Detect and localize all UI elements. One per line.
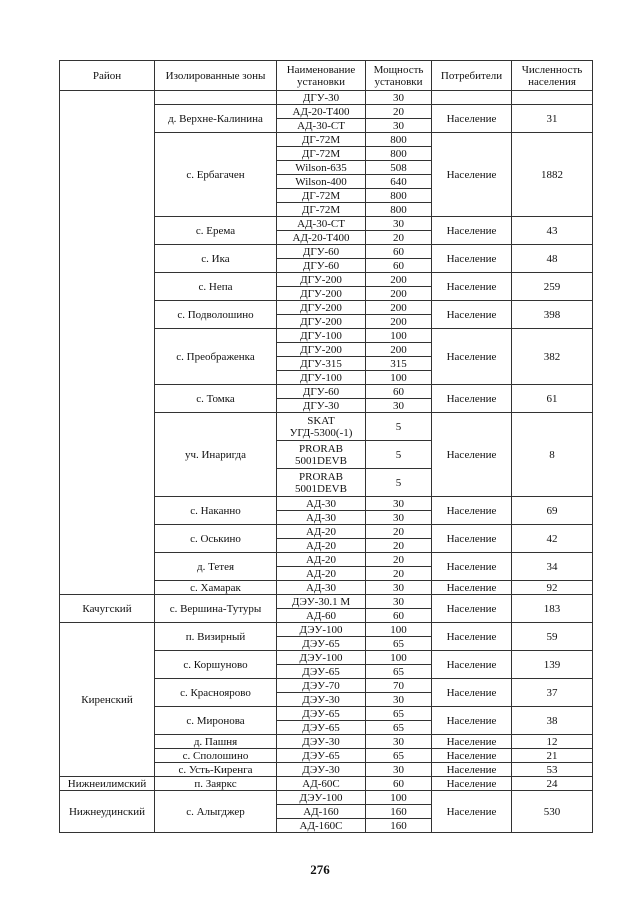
header-zone: Изолированные зоны <box>155 61 277 91</box>
unit-name-cell: ДГ-72М <box>277 133 366 147</box>
unit-name-cell: Wilson-635 <box>277 161 366 175</box>
unit-power-cell: 800 <box>366 189 432 203</box>
table-row <box>60 595 593 609</box>
unit-name-cell: PRORAB 5001DEVB <box>277 441 366 469</box>
unit-power-cell: 30 <box>366 399 432 413</box>
district-cell: Киренский <box>60 623 155 777</box>
unit-name-cell: ДГУ-100 <box>277 371 366 385</box>
header-consumers: Потребители <box>432 61 512 91</box>
unit-power-cell: 100 <box>366 651 432 665</box>
zone-cell: д. Верхне-Калинина <box>155 105 277 133</box>
unit-power-cell: 160 <box>366 805 432 819</box>
consumers-cell: Население <box>432 329 512 385</box>
unit-name-cell: АД-30-СТ <box>277 119 366 133</box>
zone-cell <box>155 91 277 105</box>
unit-name-cell: АД-160 <box>277 805 366 819</box>
unit-power-cell: 30 <box>366 735 432 749</box>
unit-power-cell: 20 <box>366 539 432 553</box>
unit-name-cell: АД-30 <box>277 581 366 595</box>
unit-name-cell: ДГУ-315 <box>277 357 366 371</box>
population-cell: 53 <box>512 763 593 777</box>
table-body <box>60 91 593 833</box>
population-cell: 31 <box>512 105 593 133</box>
unit-name-cell: АД-160С <box>277 819 366 833</box>
unit-power-cell: 5 <box>366 413 432 441</box>
population-cell: 398 <box>512 301 593 329</box>
consumers-cell: Население <box>432 245 512 273</box>
unit-name-cell: ДЭУ-65 <box>277 637 366 651</box>
unit-name-cell: ДГУ-60 <box>277 385 366 399</box>
unit-power-cell: 60 <box>366 245 432 259</box>
unit-name-cell: АД-20 <box>277 539 366 553</box>
consumers-cell: Население <box>432 525 512 553</box>
zone-cell: с. Миронова <box>155 707 277 735</box>
consumers-cell: Население <box>432 595 512 623</box>
consumers-cell <box>432 91 512 105</box>
unit-power-cell: 20 <box>366 567 432 581</box>
consumers-cell: Население <box>432 581 512 595</box>
unit-power-cell: 800 <box>366 133 432 147</box>
unit-power-cell: 30 <box>366 595 432 609</box>
unit-power-cell: 100 <box>366 371 432 385</box>
unit-power-cell: 60 <box>366 259 432 273</box>
population-cell: 42 <box>512 525 593 553</box>
header-unit-power: Мощность установки <box>366 61 432 91</box>
population-cell: 69 <box>512 497 593 525</box>
district-cell: Качугский <box>60 595 155 623</box>
consumers-cell: Население <box>432 105 512 133</box>
unit-name-cell: ДЭУ-65 <box>277 665 366 679</box>
unit-name-cell: ДГУ-100 <box>277 329 366 343</box>
population-cell: 48 <box>512 245 593 273</box>
unit-name-cell: PRORAB 5001DEVB <box>277 469 366 497</box>
unit-name-cell: ДЭУ-65 <box>277 707 366 721</box>
population-cell: 139 <box>512 651 593 679</box>
unit-power-cell: 20 <box>366 553 432 567</box>
unit-power-cell: 60 <box>366 777 432 791</box>
consumers-cell: Население <box>432 679 512 707</box>
unit-power-cell: 5 <box>366 441 432 469</box>
unit-name-cell: АД-30 <box>277 511 366 525</box>
unit-name-cell: ДЭУ-100 <box>277 623 366 637</box>
unit-power-cell: 200 <box>366 315 432 329</box>
unit-name-cell: ДЭУ-65 <box>277 749 366 763</box>
zone-cell: с. Ика <box>155 245 277 273</box>
population-cell: 530 <box>512 791 593 833</box>
unit-power-cell: 70 <box>366 679 432 693</box>
zone-cell: с. Непа <box>155 273 277 301</box>
population-cell: 24 <box>512 777 593 791</box>
unit-name-cell: ДЭУ-30.1 М <box>277 595 366 609</box>
population-cell: 259 <box>512 273 593 301</box>
unit-power-cell: 800 <box>366 147 432 161</box>
zone-cell: с. Алыгджер <box>155 791 277 833</box>
population-cell: 382 <box>512 329 593 385</box>
unit-power-cell: 20 <box>366 231 432 245</box>
unit-power-cell: 20 <box>366 105 432 119</box>
consumers-cell: Население <box>432 497 512 525</box>
unit-name-cell: АД-30 <box>277 497 366 511</box>
unit-power-cell: 800 <box>366 203 432 217</box>
unit-name-cell: ДЭУ-70 <box>277 679 366 693</box>
unit-power-cell: 65 <box>366 707 432 721</box>
consumers-cell: Население <box>432 791 512 833</box>
district-cell <box>60 91 155 595</box>
unit-name-cell: АД-20 <box>277 525 366 539</box>
population-cell: 38 <box>512 707 593 735</box>
consumers-cell: Население <box>432 749 512 763</box>
population-cell: 61 <box>512 385 593 413</box>
unit-name-cell: АД-20-Т400 <box>277 105 366 119</box>
population-cell: 34 <box>512 553 593 581</box>
unit-power-cell: 160 <box>366 819 432 833</box>
unit-power-cell: 508 <box>366 161 432 175</box>
consumers-cell: Население <box>432 413 512 497</box>
zone-cell: с. Преображенка <box>155 329 277 385</box>
zone-cell: с. Хамарак <box>155 581 277 595</box>
consumers-cell: Население <box>432 133 512 217</box>
unit-power-cell: 315 <box>366 357 432 371</box>
unit-name-cell: Wilson-400 <box>277 175 366 189</box>
unit-power-cell: 65 <box>366 665 432 679</box>
unit-name-cell: ДЭУ-30 <box>277 693 366 707</box>
unit-power-cell: 30 <box>366 693 432 707</box>
consumers-cell: Население <box>432 623 512 651</box>
consumers-cell: Население <box>432 651 512 679</box>
zone-cell: д. Тетея <box>155 553 277 581</box>
zone-cell: с. Оськино <box>155 525 277 553</box>
unit-power-cell: 30 <box>366 497 432 511</box>
population-cell: 43 <box>512 217 593 245</box>
unit-power-cell: 30 <box>366 91 432 105</box>
consumers-cell: Население <box>432 777 512 791</box>
unit-power-cell: 30 <box>366 119 432 133</box>
population-cell: 92 <box>512 581 593 595</box>
header-population: Численность населения <box>512 61 593 91</box>
unit-name-cell: ДЭУ-30 <box>277 763 366 777</box>
population-cell: 59 <box>512 623 593 651</box>
table-row <box>60 777 593 791</box>
unit-name-cell: ДГУ-200 <box>277 343 366 357</box>
header-unit-name: Наименование установки <box>277 61 366 91</box>
zone-cell: с. Наканно <box>155 497 277 525</box>
unit-power-cell: 65 <box>366 721 432 735</box>
table-header-row <box>60 61 593 91</box>
zone-cell: с. Сполошино <box>155 749 277 763</box>
population-cell: 37 <box>512 679 593 707</box>
unit-name-cell: ДЭУ-30 <box>277 735 366 749</box>
header-district: Район <box>60 61 155 91</box>
unit-name-cell: ДЭУ-65 <box>277 721 366 735</box>
unit-power-cell: 60 <box>366 609 432 623</box>
unit-power-cell: 100 <box>366 623 432 637</box>
consumers-cell: Население <box>432 301 512 329</box>
unit-power-cell: 60 <box>366 385 432 399</box>
unit-name-cell: ДЭУ-100 <box>277 791 366 805</box>
table-row <box>60 623 593 637</box>
population-cell: 21 <box>512 749 593 763</box>
zone-cell: п. Заяркс <box>155 777 277 791</box>
population-cell: 1882 <box>512 133 593 217</box>
unit-name-cell: АД-30-СТ <box>277 217 366 231</box>
unit-power-cell: 200 <box>366 287 432 301</box>
unit-name-cell: ДГУ-200 <box>277 315 366 329</box>
zone-cell: п. Визирный <box>155 623 277 651</box>
unit-name-cell: ДГ-72М <box>277 203 366 217</box>
unit-power-cell: 200 <box>366 343 432 357</box>
generation-table <box>59 60 593 833</box>
unit-power-cell: 30 <box>366 511 432 525</box>
unit-name-cell: ДГУ-200 <box>277 301 366 315</box>
unit-name-cell: ДГ-72М <box>277 147 366 161</box>
unit-power-cell: 65 <box>366 637 432 651</box>
population-cell: 12 <box>512 735 593 749</box>
consumers-cell: Население <box>432 385 512 413</box>
unit-name-cell: АД-20-Т400 <box>277 231 366 245</box>
unit-power-cell: 200 <box>366 301 432 315</box>
unit-power-cell: 65 <box>366 749 432 763</box>
zone-cell: с. Вершина-Тутуры <box>155 595 277 623</box>
district-cell: Нижнеилимский <box>60 777 155 791</box>
unit-power-cell: 100 <box>366 329 432 343</box>
unit-power-cell: 640 <box>366 175 432 189</box>
consumers-cell: Население <box>432 707 512 735</box>
unit-power-cell: 20 <box>366 525 432 539</box>
unit-name-cell: АД-60С <box>277 777 366 791</box>
consumers-cell: Население <box>432 553 512 581</box>
zone-cell: с. Ербагачен <box>155 133 277 217</box>
consumers-cell: Население <box>432 735 512 749</box>
zone-cell: с. Коршуново <box>155 651 277 679</box>
unit-name-cell: ДГУ-200 <box>277 273 366 287</box>
unit-power-cell: 30 <box>366 763 432 777</box>
unit-name-cell: ДГУ-60 <box>277 259 366 273</box>
unit-name-cell: АД-60 <box>277 609 366 623</box>
population-cell <box>512 91 593 105</box>
unit-name-cell: ДГ-72М <box>277 189 366 203</box>
zone-cell: с. Красноярово <box>155 679 277 707</box>
population-cell: 8 <box>512 413 593 497</box>
unit-power-cell: 30 <box>366 217 432 231</box>
unit-power-cell: 30 <box>366 581 432 595</box>
unit-name-cell: ДГУ-30 <box>277 399 366 413</box>
population-cell: 183 <box>512 595 593 623</box>
zone-cell: с. Подволошино <box>155 301 277 329</box>
page-number: 276 <box>310 862 330 877</box>
zone-cell: уч. Инаригда <box>155 413 277 497</box>
unit-name-cell: АД-20 <box>277 567 366 581</box>
table-row <box>60 91 593 105</box>
unit-power-cell: 200 <box>366 273 432 287</box>
unit-power-cell: 5 <box>366 469 432 497</box>
zone-cell: с. Томка <box>155 385 277 413</box>
unit-name-cell: ДГУ-200 <box>277 287 366 301</box>
unit-name-cell: АД-20 <box>277 553 366 567</box>
unit-name-cell: ДЭУ-100 <box>277 651 366 665</box>
consumers-cell: Население <box>432 763 512 777</box>
zone-cell: д. Пашня <box>155 735 277 749</box>
unit-name-cell: SKAT УГД-5300(-1) <box>277 413 366 441</box>
consumers-cell: Население <box>432 217 512 245</box>
zone-cell: с. Усть-Киренга <box>155 763 277 777</box>
table-row <box>60 791 593 805</box>
unit-name-cell: ДГУ-60 <box>277 245 366 259</box>
consumers-cell: Население <box>432 273 512 301</box>
unit-power-cell: 100 <box>366 791 432 805</box>
unit-name-cell: ДГУ-30 <box>277 91 366 105</box>
district-cell: Нижнеудинский <box>60 791 155 833</box>
zone-cell: с. Ерема <box>155 217 277 245</box>
